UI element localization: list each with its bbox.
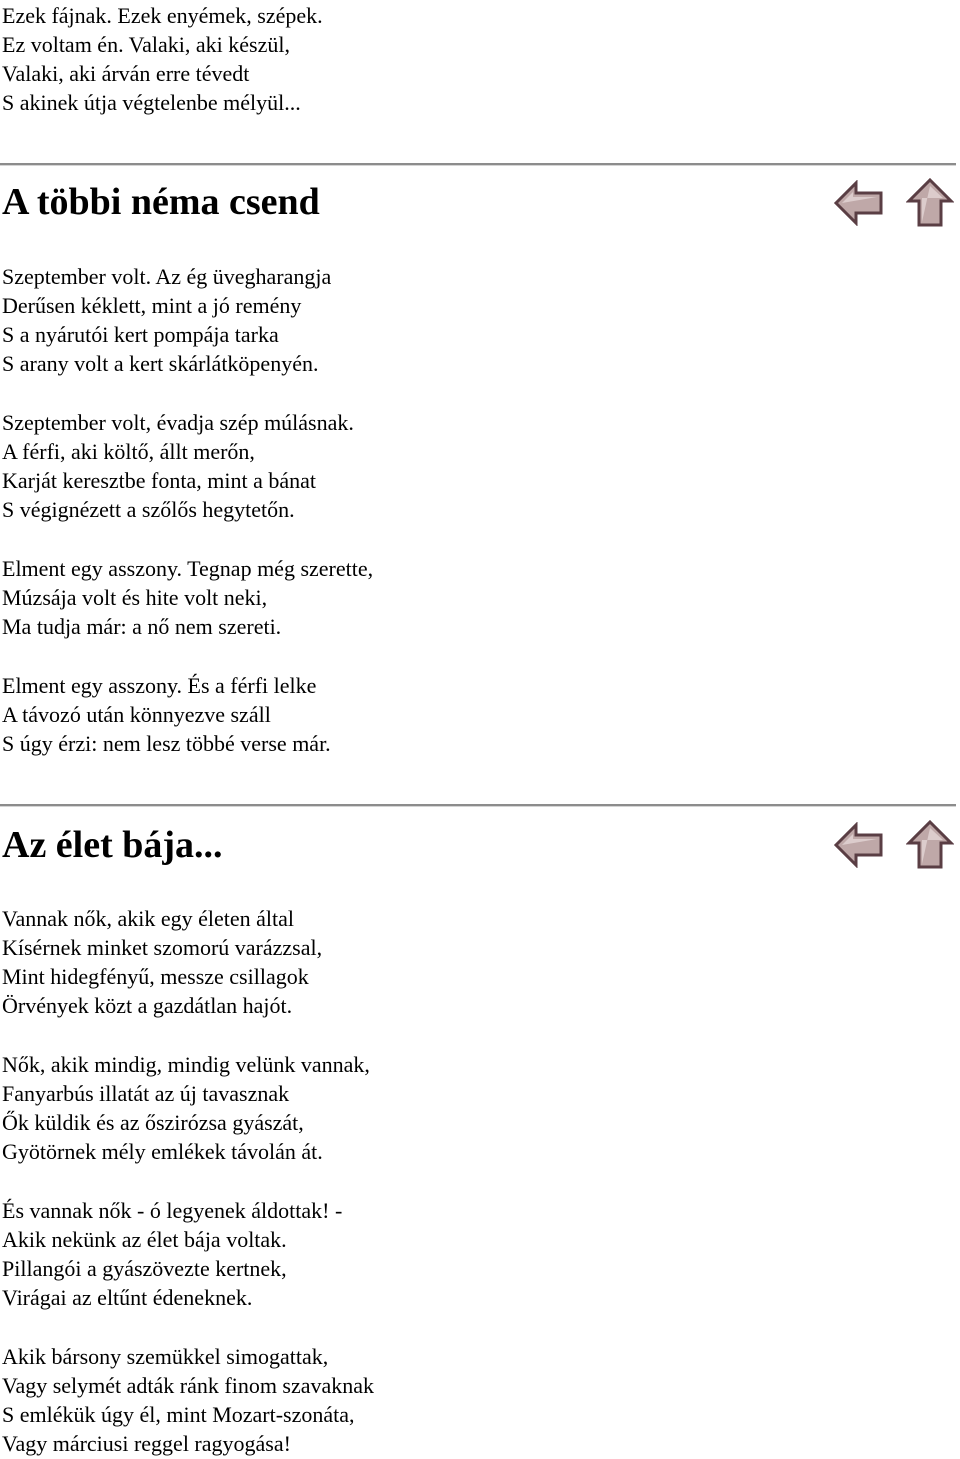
poem-line: Gyötörnek mély emlékek távolán át. (2, 1139, 323, 1164)
poem-line: A távozó után könnyezve száll (2, 702, 271, 727)
poem-line: Elment egy asszony. És a férfi lelke (2, 673, 317, 698)
poem-title: A többi néma csend (2, 181, 320, 223)
poem-line: A férfi, aki költő, állt merőn, (2, 439, 255, 464)
poem-line: Derűsen kéklett, mint a jó remény (2, 293, 302, 318)
poem-line: Vagy selymét adták ránk finom szavaknak (2, 1373, 375, 1398)
poem-line: S a nyárutói kert pompája tarka (2, 322, 279, 347)
poem-line: S akinek útja végtelenbe mélyül... (2, 90, 301, 115)
divider (0, 163, 956, 166)
poem-line: Karját keresztbe fonta, mint a bánat (2, 468, 316, 493)
up-arrow-icon[interactable] (906, 178, 954, 228)
poem-line: Örvények közt a gazdátlan hajót. (2, 993, 293, 1018)
poem-line: S arany volt a kert skárlátköpenyén. (2, 351, 319, 376)
poem-line: És vannak nők - ó legyenek áldottak! - (2, 1198, 343, 1223)
poem-line: Fanyarbús illatát az új tavasznak (2, 1081, 290, 1106)
poem-line: Mint hidegfényű, messze csillagok (2, 964, 309, 989)
poem-line: S emlékük úgy él, mint Mozart-szonáta, (2, 1402, 355, 1427)
poem-line: Ez voltam én. Valaki, aki készül, (2, 32, 290, 57)
poem-line: Vannak nők, akik egy életen által (2, 906, 295, 931)
poem-line: Múzsája volt és hite volt neki, (2, 585, 268, 610)
poem-line: Akik bársony szemükkel simogattak, (2, 1344, 329, 1369)
poem-line: Virágai az eltűnt édeneknek. (2, 1285, 253, 1310)
left-arrow-icon[interactable] (834, 180, 884, 226)
up-arrow-icon[interactable] (906, 820, 954, 870)
poem-line: Pillangói a gyászövezte kertnek, (2, 1256, 287, 1281)
poem-line: Nők, akik mindig, mindig velünk vannak, (2, 1052, 370, 1077)
poem-line: S végignézett a szőlős hegytetőn. (2, 497, 295, 522)
poem-line: Valaki, aki árván erre tévedt (2, 61, 250, 86)
poem-line: Ezek fájnak. Ezek enyémek, szépek. (2, 3, 323, 28)
poem-line: Ők küldik és az őszirózsa gyászát, (2, 1110, 304, 1135)
poem-title: Az élet bája... (2, 824, 223, 866)
poem-line: Akik nekünk az élet bája voltak. (2, 1227, 287, 1252)
poem-line: Szeptember volt, évadja szép múlásnak. (2, 410, 354, 435)
poem-line: Vagy márciusi reggel ragyogása! (2, 1431, 291, 1456)
left-arrow-icon[interactable] (834, 822, 884, 868)
poem-line: Kísérnek minket szomorú varázzsal, (2, 935, 323, 960)
divider (0, 804, 956, 807)
poem-line: Elment egy asszony. Tegnap még szerette, (2, 556, 374, 581)
poem-line: S úgy érzi: nem lesz többé verse már. (2, 731, 331, 756)
poem-line: Szeptember volt. Az ég üvegharangja (2, 264, 332, 289)
poem-line: Ma tudja már: a nő nem szereti. (2, 614, 282, 639)
